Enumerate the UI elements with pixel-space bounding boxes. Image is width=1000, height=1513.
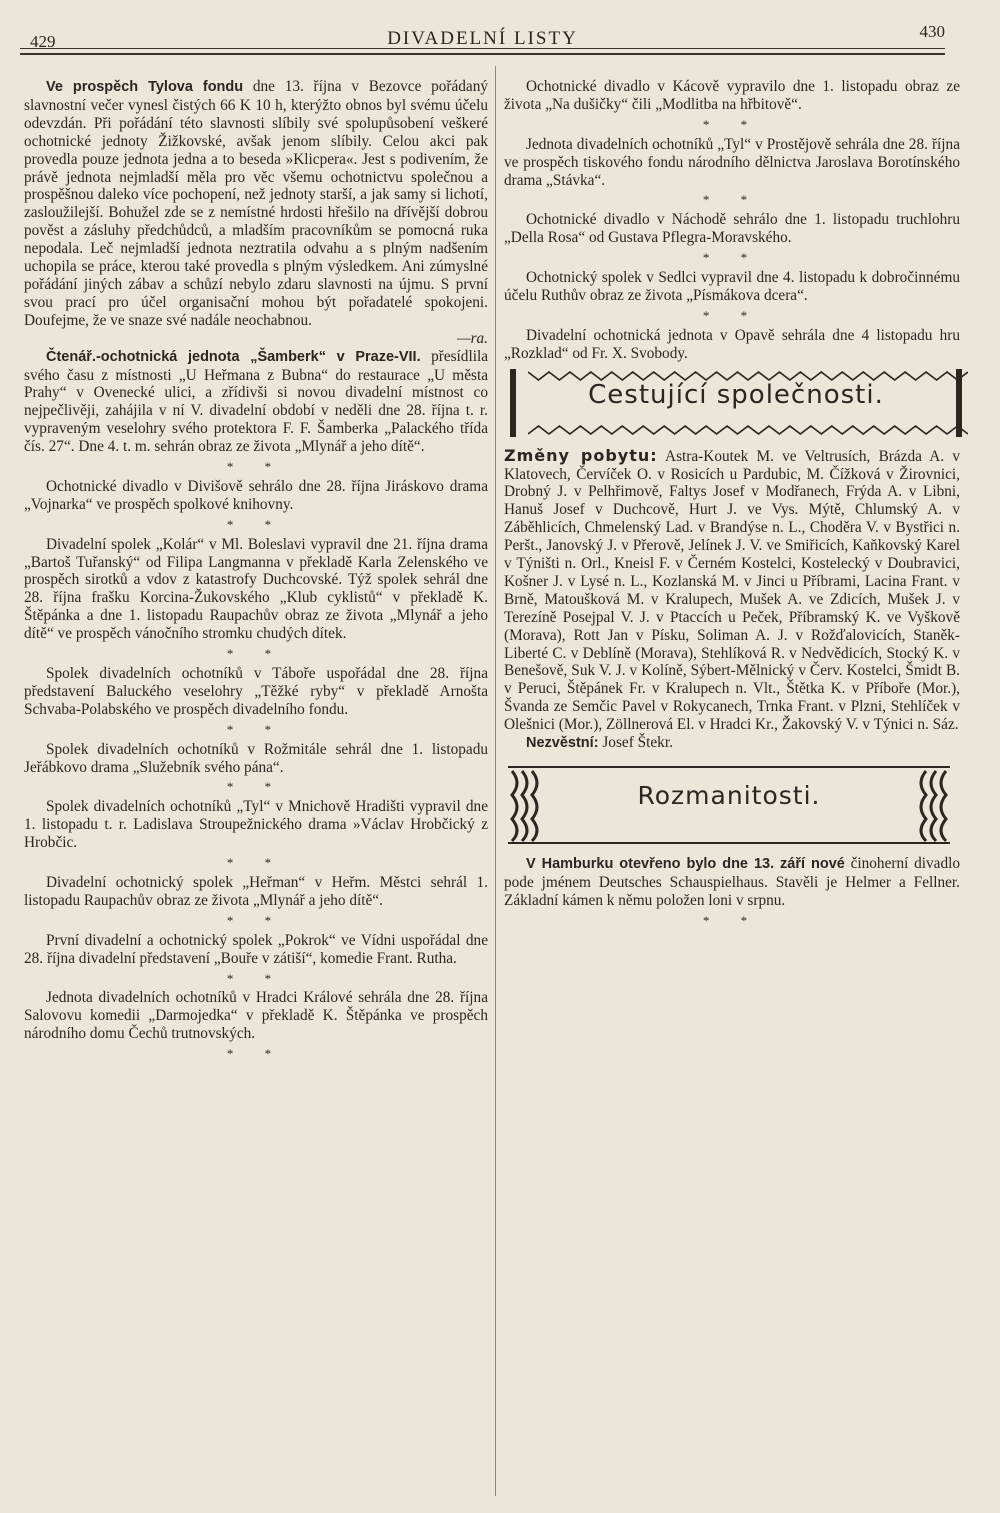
hamburg-text: činoherní divadlo pode jménem Deutsches Schauspielhaus. Stavěli je Helmer a Fellner. Základní kámen k němu položen loni v srpnu. [504,855,960,909]
changes-heading: Změny pobytu: [504,445,658,465]
missing-text: Josef Štekr. [598,734,673,752]
news-item: Ochotnické divadlo v Divišově sehrálo dne 28. října Jiráskovo drama „Vojnarka“ ve prospěch spolkové knihovny. [24,477,488,513]
article-samberk [24,348,488,456]
separator-asterisks: * * [226,855,286,871]
section-title-travelling-companies: Cestující společnosti. [588,379,884,410]
separator-asterisks: * * [702,192,762,208]
separator-asterisks: * * [226,1046,286,1062]
separator-asterisks: * * [226,459,286,475]
header-rule-thick [20,53,945,55]
news-item: Divadelní spolek „Kolár“ v Ml. Boleslavi vypravil dne 21. října drama „Bartoš Tuřanský“ od Filipa Langmanna v překladě Karla Zelenského ve prospěch sirotků a vdov z katastrofy Duchcovské. Týž spolek sehrál dne 28. října frašku Korcina-Žukovského „Klub cyklistů“ v překladě K. Štěpánka a dne 1. listopadu Raupachův obraz ze života „Mlynář a jeho dítě“ ve prospěch vánočního stromku chudých dítek. [24,535,488,643]
page-number-right: 430 [919,22,945,41]
news-item: Ochotnické divadlo v Kácově vypravilo dne 1. listopadu obraz ze života „Na dušičky“ čili „Modlitba na hřbitově“. [504,78,960,113]
missing-persons [504,734,960,753]
changes-of-residence [504,447,960,735]
separator-asterisks: * * [226,912,286,928]
separator-asterisks: * * [226,516,286,532]
news-item: Ochotnické divadlo v Náchodě sehrálo dne 1. listopadu truchlohru „Della Rosa“ od Gustava Pflegra-Moravského. [504,211,960,247]
changes-text: Astra-Koutek M. ve Veltrusích, Brázda A. v Klatovech, Červíček O. v Rosicích u Pardubic, M. Čížková v Žirovnici, Drobný J. v Pelhřimově, Faltys Josef v Modřanech, Frýda A. v Libni, Hanuš Josef v Duchcově, Hurt J. ve Vys. Mýtě, Chlumský A. v Záběhlicích, Chmelenský Lad. v Brandýse n. L., Choděra V. v Bystřici n. Peršt., Janovský J. v Přerově, Jelínek J. V. ve Smiřicích, Kaňkovský Karel v Týništi n. Orl., Kneisl F. v Černém Kostelci, Kostelecký v Doubravici, Košner J. v Lysé n. L., Kozlanská M. v Jinci u Příbrami, Lacina Frant. v Brně, Matoušková M. v Kralupech, Mušek A. ve Zdicích, Mušek J. v Terezíně Posejpal V. J. v Ptaccích u Peček, Příbramský K. ve Vyškově (Morava), Rott Jan v Písku, Soliman A. J. v Rožďalovicích, Staněk-Liberté C. v Deblíně (Morava), Stehlíková R. v Nedvědicích, Stocký K. v Benešově, Suk V. J. v Kolíně, Sýbert-Mělnický v Červ. Kostelci, Šmidt B. v Peruci, Štěpánek Fr. v Kralupech n. Vlt., Štětka K. v Příboře (Mor.), Švanda ze Semčic Pavel v Rokycanech, Trnka Frant. v Plzni, Stehlíček v Olešnici (Mor.), Zöllnerová El. v Hradci Kr., Žakovský V. v Týnici n. Sáz. [504,447,961,734]
article-heading: Čtenář.-ochotnická jednota „Šamberk“ v Praze-VII. [46,348,421,365]
separator-asterisks: * * [226,970,286,986]
journal-title: DIVADELNÍ LISTY [387,28,578,49]
article-text: dne 13. října v Bezovce pořádaný slavnostní večer vynesl čistých 66 K 10 h, kterýžto obnos byl svému účelu odevzdán. Při pořádání této slavnosti slíbily své spolupůsobení veškeré ochotnické jednoty Žižkovské, avšak jenom slíbily. Celou akci pak provedla pouze jednota jedna a to beseda »Klicpera«. Jest s podivením, že právě jednota nejmladší měla pro věc všemu ochotnictvu společnou a prospěšnou daleko více pochopení, než jednoty starší, a jak samy si lichotí, zasloužilejší. Bohužel zde se z nemístné hrdosti hřešilo na dřívější dobrou pověst a zásluhy předchůdců, a mladším pracovníkům se pomocná ruka nepodala. Leč nejmladší jednota neztratila odvahu a s plným nadšením uchopila se práce, kterou také provedla s plným výsledkem. Ani zúmyslné pořádání jiných zábav a schůzí nebylo zdaru slavnosti na újmu. S první svou prací pro účel organisační mohou být pořadatelé spokojeni. Doufejme, že ve snaze své nadále neochabnou. [24,78,489,329]
news-item-hamburg [504,855,960,910]
separator-asterisks: * * [702,307,762,323]
news-item: Ochotnický spolek v Sedlci vypravil dne 4. listopadu k dobročinnému účelu Ruthův obraz ze života „Písmákova dcera“. [504,269,960,304]
news-item: První divadelní a ochotnický spolek „Pokrok“ ve Vídni uspořádal dne 28. října divadelní představení „Bouře v zátiší“, komedie Frant. Rutha. [24,931,488,967]
header-rule [20,48,945,49]
article-heading: Ve prospěch Tylova fondu [46,79,244,95]
hamburg-heading: V Hamburku otevřeno bylo dne 13. září nové [526,856,845,872]
article-tyl-fund [24,78,488,330]
news-item: Spolek divadelních ochotníků v Rožmitále sehrál dne 1. listopadu Jeřábkovo drama „Služebník svého pána“. [24,740,488,776]
page-number-left: 429 [30,32,56,51]
news-item: Spolek divadelních ochotníků „Tyl“ v Mnichově Hradišti vypravil dne 1. listopadu t. r. Ladislava Stroupežnického drama »Václav Hrobčický z Hrobčic. [24,798,488,852]
separator-asterisks: * * [226,779,286,795]
news-item: Spolek divadelních ochotníků v Táboře uspořádal dne 28. října představení Baluckého veselohry „Těžké ryby“ v překladě Arnošta Schvaba-Polabského ve prospěch divadelního fondu. [24,665,488,718]
separator-asterisks: * * [702,116,762,132]
left-column [24,78,488,1065]
zigzag-ornament-bottom [528,425,968,435]
section-header-box [510,369,962,437]
article-signature: —ra. [456,329,488,347]
separator-asterisks: * * [702,912,762,928]
separator-asterisks: * * [226,646,286,662]
news-item: Jednota divadelních ochotníků v Hradci Králové sehrála dne 28. října Salovovu komedii „Darmojedka“ v překladě K. Štěpánka ve prospěch národního domu Čechů trutnovských. [24,989,488,1043]
section-header-ornamental [506,763,952,847]
missing-heading: Nezvěstní: [526,735,599,752]
news-item: Divadelní ochotnická jednota v Opavě sehrála dne 4 listopadu hru „Rozklad“ od Fr. X. Svobody. [504,326,960,362]
column-divider [495,66,496,1496]
article-text: přesídlila svého času z místnosti „U Heřmana z Bubna“ do restaurace „U města Prahy“ v Ovenecké ulici, a zřídivši si novou divadelní místnost co nejpečlivěji, zahájila v ní V. divadelní období v neděli dne 28. října t. r. vypraveným veselohry svého protektora F. F. Šamberka „Palackého třída čís. 27“. Dne 4. t. m. sehrán obraz ze života „Mlynář a jeho dítě“. [24,347,489,456]
section-title-miscellany: Rozmanitosti. [637,781,821,810]
news-item: Divadelní ochotnický spolek „Heřman“ v Heřm. Městci sehrál 1. listopadu Raupachův obraz ze života „Mlynář a jeho dítě“. [24,873,488,909]
news-item: Jednota divadelních ochotníků „Tyl“ v Prostějově sehrála dne 28. října ve prospěch tiskového fondu národního dělnictva Jaroslava Borotínského drama „Stávka“. [504,135,960,189]
separator-asterisks: * * [702,250,762,266]
right-column [504,78,960,932]
separator-asterisks: * * [226,721,286,737]
